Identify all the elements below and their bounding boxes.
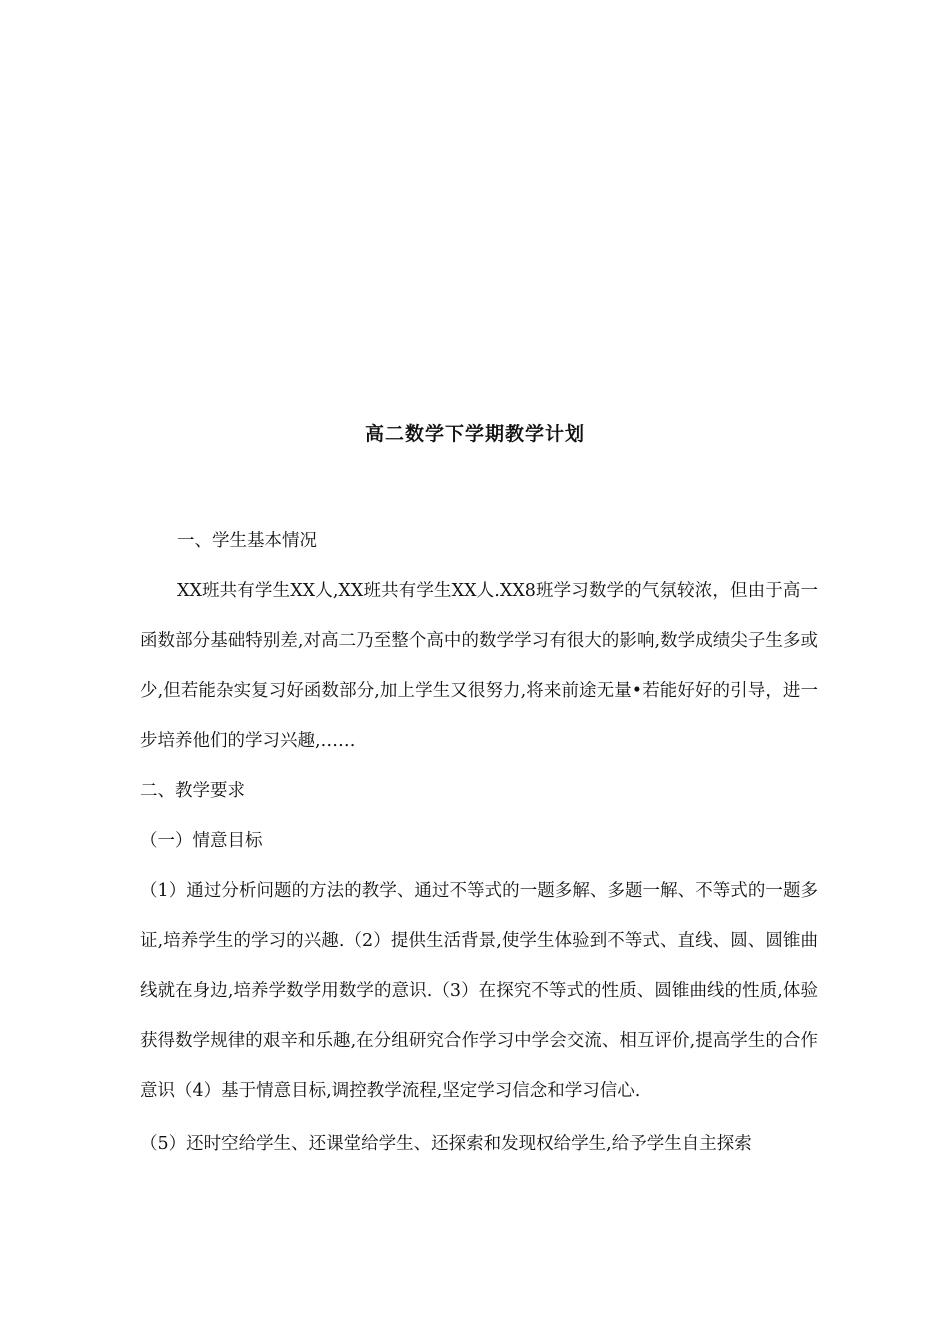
section-heading-student-situation: 一、学生基本情况 xyxy=(177,531,317,551)
section-heading-teaching-requirements: 二、教学要求 xyxy=(140,781,245,801)
goal-item-5-paragraph: （5）还时空给学生、还课堂给学生、还探索和发现权给学生,给予学生自主探索 xyxy=(140,1134,752,1154)
subsection-heading-affective-goals: （一）情意目标 xyxy=(140,831,263,851)
document-title: 高二数学下学期教学计划 xyxy=(364,423,585,445)
document-body xyxy=(140,516,818,1169)
affective-goals-paragraph: （1）通过分析问题的方法的教学、通过不等式的一题多解、多题一解、不等式的一题多证,培养学生的学习的兴趣.（2）提供生活背景,使学生体验到不等式、直线、圆、圆锥曲线就在身边,培养学数学用数学的意识.（3）在探究不等式的性质、圆锥曲线的性质,体验获得数学规律的艰辛和乐趣,在分组研究合作学习中学会交流、相互评价,提高学生的合作意识（4）基于情意目标,调控教学流程,坚定学习信念和学习信心. xyxy=(140,881,818,1101)
student-situation-paragraph: XX班共有学生XX人,XX班共有学生XX人.XX8班学习数学的气氛较浓，但由于高一函数部分基础特别差,对高二乃至整个高中的数学学习有很大的影响,数学成绩尖子生多或少,但若能杂实复习好函数部分,加上学生又很努力,将来前途无量•若能好好的引导，进一步培养他们的学习兴趣,…… xyxy=(140,581,818,751)
